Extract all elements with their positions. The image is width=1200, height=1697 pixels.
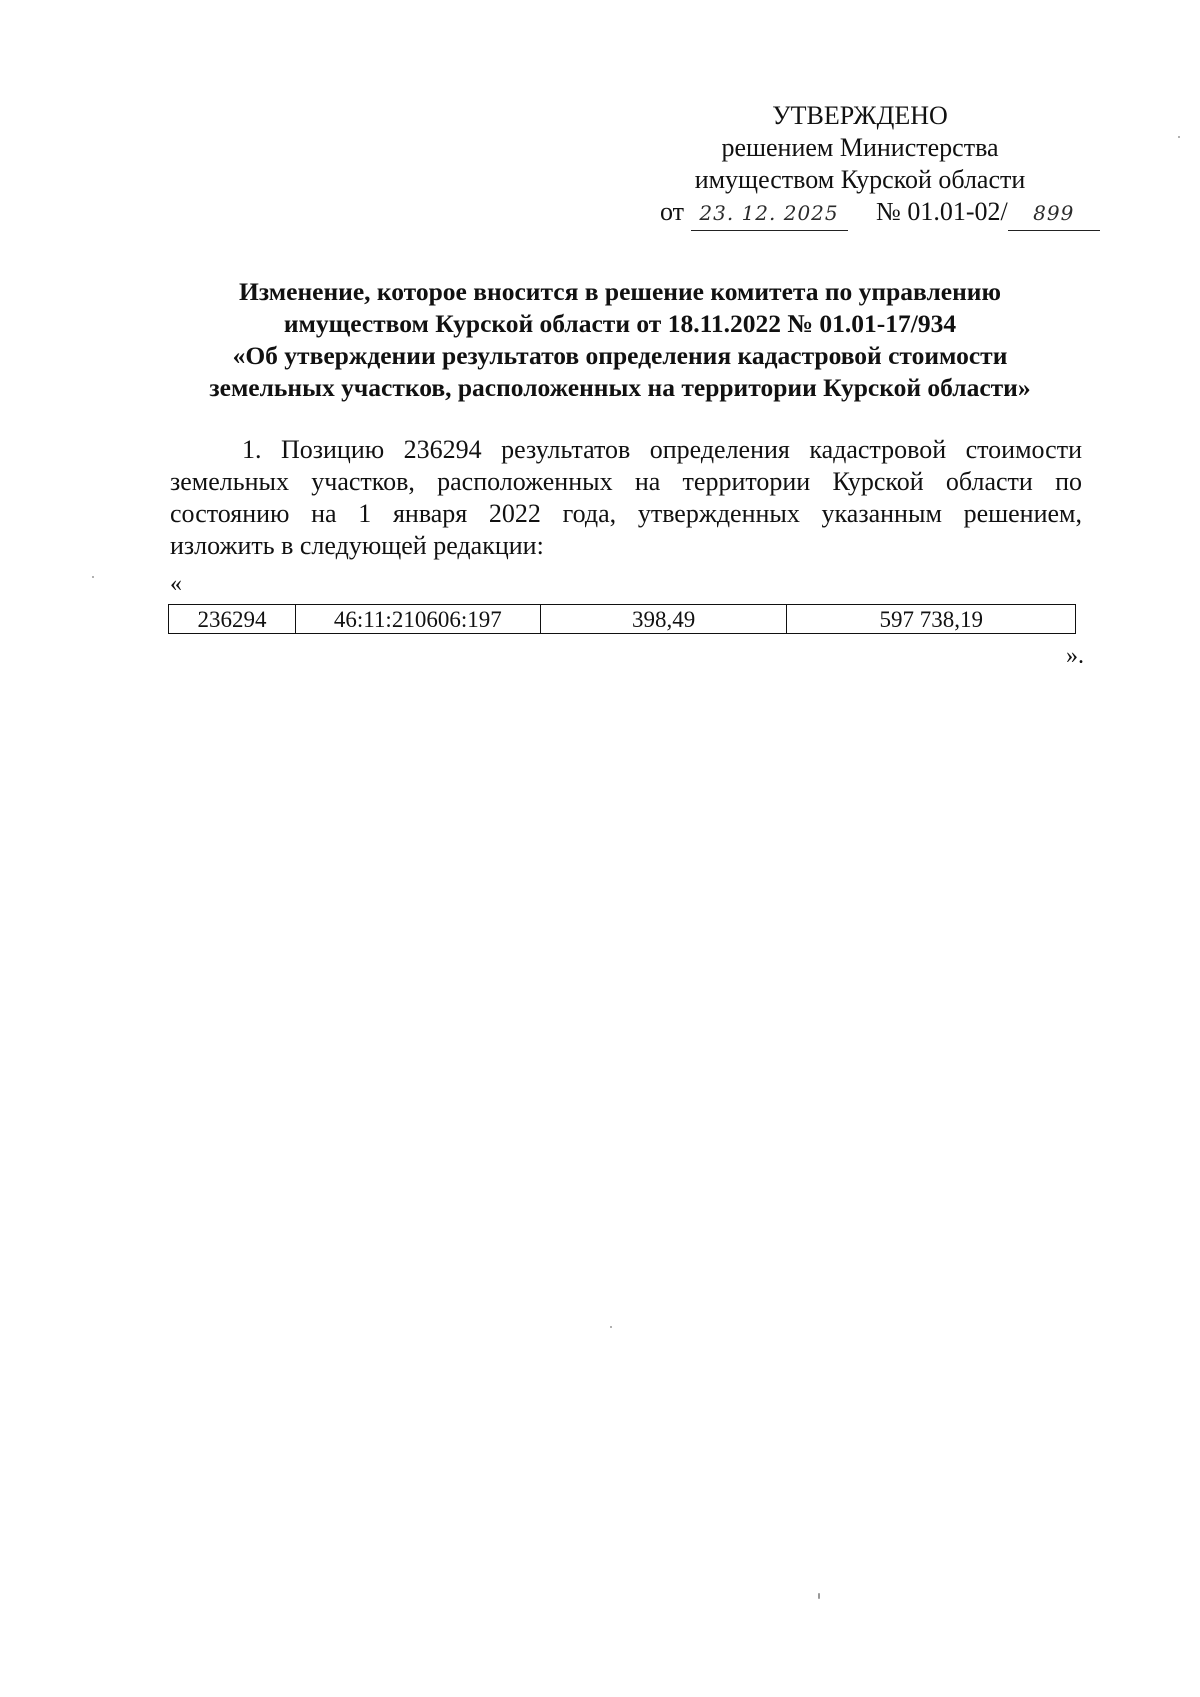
- number-prefix: № 01.01-02/: [876, 197, 1008, 226]
- date-prefix: от: [660, 197, 685, 226]
- approval-authority-line: решением Министерства: [721, 133, 999, 162]
- table-row: [169, 605, 1076, 634]
- approval-date-number: [640, 196, 1080, 231]
- paragraph-line: изложить в следующей редакции:: [170, 531, 544, 560]
- title-line: «Об утверждении результатов определения кадастровой стоимости: [232, 341, 1008, 370]
- scan-speck: [818, 1593, 820, 1599]
- cadastral-value-cell: 597 738,19: [787, 605, 1076, 634]
- paragraph-line: земельных участков, расположенных на территории Курской области по: [170, 467, 1082, 496]
- approval-stamp: [640, 100, 1080, 231]
- position-table: [168, 604, 1076, 634]
- scan-speck: [92, 576, 94, 578]
- position-cell: 236294: [169, 605, 296, 634]
- title-line: имуществом Курской области от 18.11.2022 № 01.01-17/934: [283, 309, 957, 338]
- body-paragraph: [170, 434, 1082, 562]
- approval-heading: УТВЕРЖДЕНО: [772, 101, 948, 130]
- opening-quote: «: [170, 571, 182, 597]
- handwritten-date: 23. 12. 2025: [691, 197, 848, 231]
- handwritten-number: 899: [1008, 197, 1100, 231]
- paragraph-line: состоянию на 1 января 2022 года, утвержденных указанным решением,: [170, 499, 1082, 528]
- title-line: земельных участков, расположенных на территории Курской области»: [209, 373, 1031, 402]
- scan-speck: [1178, 136, 1180, 138]
- scan-speck: [610, 1326, 612, 1328]
- approval-authority-line-2: имуществом Курской области: [694, 165, 1026, 194]
- paragraph-line: 1. Позицию 236294 результатов определения кадастровой стоимости: [242, 435, 1082, 464]
- closing-quote: ».: [1066, 643, 1084, 669]
- cadastral-number-cell: 46:11:210606:197: [295, 605, 540, 634]
- title-line: Изменение, которое вносится в решение комитета по управлению: [239, 277, 1001, 306]
- document-title: [160, 276, 1080, 404]
- specific-value-cell: 398,49: [540, 605, 787, 634]
